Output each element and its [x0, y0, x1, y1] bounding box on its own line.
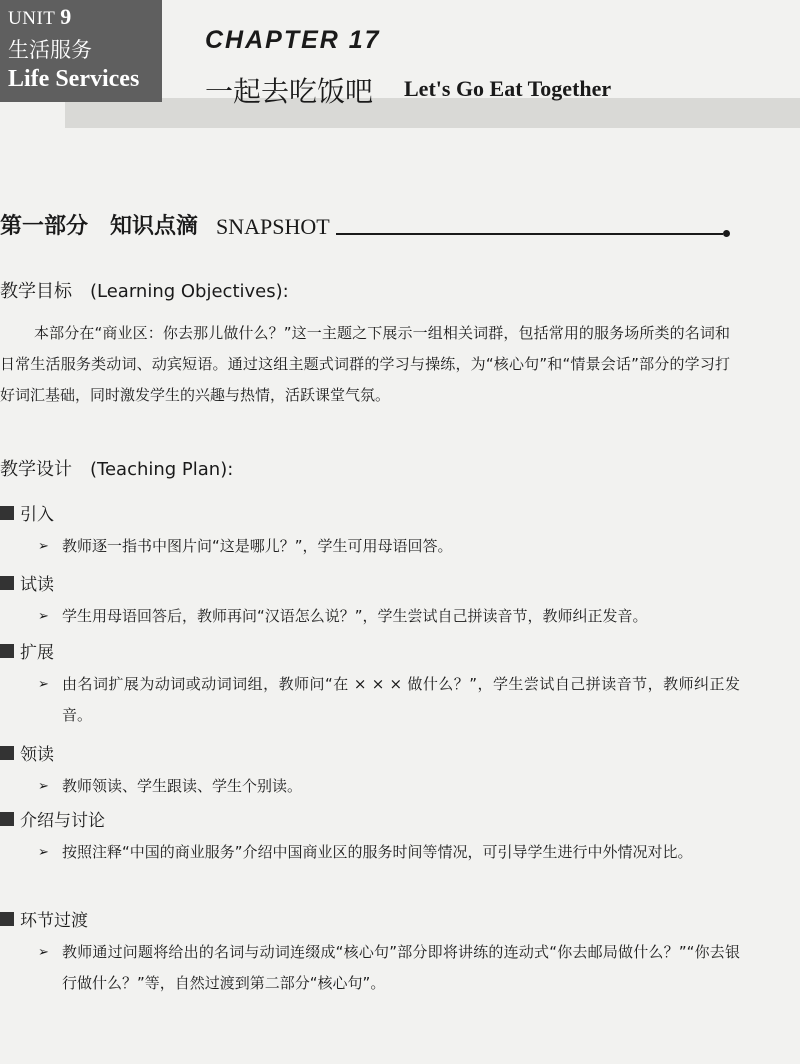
list-item — [38, 669, 740, 731]
arrowhead-bullet-icon: ➢ — [38, 845, 49, 860]
list-item-text: 由名词扩展为动词或动词词组，教师问“在 × × × 做什么？”，学生尝试自己拼读音节，教师纠正发音。 — [62, 675, 740, 724]
list-item — [38, 531, 740, 562]
list-item — [38, 937, 740, 999]
arrowhead-bullet-icon: ➢ — [38, 945, 49, 960]
section-title-text: 扩展 — [20, 643, 54, 663]
section-title-text: 试读 — [20, 575, 54, 595]
unit-title-en: Life Services — [8, 66, 140, 92]
section-title-text: 领读 — [20, 745, 54, 765]
square-bullet-icon — [0, 912, 14, 926]
snapshot-rule-dot — [723, 230, 730, 237]
objectives-heading: 教学目标 (Learning Objectives): — [0, 281, 289, 302]
arrowhead-bullet-icon: ➢ — [38, 677, 49, 692]
list-item — [38, 601, 740, 632]
chapter-title-en: Let's Go Eat Together — [404, 76, 612, 101]
plan-section-lead-read — [0, 740, 740, 802]
chapter-label: CHAPTER 17 — [205, 26, 381, 54]
plan-section-intro — [0, 500, 740, 562]
plan-section-discussion — [0, 806, 740, 868]
list-item-text: 学生用母语回答后，教师再问“汉语怎么说？”，学生尝试自己拼读音节，教师纠正发音。 — [62, 607, 648, 625]
square-bullet-icon — [0, 506, 14, 520]
square-bullet-icon — [0, 644, 14, 658]
list-item-text: 教师领读、学生跟读、学生个别读。 — [62, 777, 303, 795]
snapshot-heading — [0, 210, 730, 240]
section-title — [0, 500, 740, 525]
plan-section-expand — [0, 638, 740, 731]
list-item — [38, 837, 740, 868]
section-title — [0, 570, 740, 595]
square-bullet-icon — [0, 812, 14, 826]
teaching-plan-heading: 教学设计 (Teaching Plan): — [0, 459, 234, 480]
section-title — [0, 806, 740, 831]
snapshot-title-en: SNAPSHOT — [216, 214, 330, 239]
arrowhead-bullet-icon: ➢ — [38, 779, 49, 794]
section-title-text: 环节过渡 — [20, 911, 88, 931]
square-bullet-icon — [0, 746, 14, 760]
snapshot-title-cn: 第一部分 知识点滴 — [0, 214, 199, 239]
unit-word: UNIT — [8, 8, 56, 29]
snapshot-rule — [336, 233, 723, 235]
unit-label-box — [0, 0, 162, 102]
square-bullet-icon — [0, 576, 14, 590]
list-item-text: 按照注释“中国的商业服务”介绍中国商业区的服务时间等情况，可引导学生进行中外情况对比。 — [62, 843, 693, 861]
objectives-paragraph: 本部分在“商业区：你去那儿做什么？”这一主题之下展示一组相关词群，包括常用的服务场所类的名词和日常生活服务类动词、动宾短语。通过这组主题式词群的学习与操练，为“核心句”和“情景会话”部分的学习打好词汇基础，同时激发学生的兴趣与热情，活跃课堂气氛。 — [0, 324, 730, 404]
section-title-text: 介绍与讨论 — [20, 811, 105, 831]
unit-title-cn: 生活服务 — [8, 38, 92, 62]
section-title — [0, 740, 740, 765]
chapter-title-cn: 一起去吃饭吧 — [205, 75, 374, 108]
header-band — [65, 98, 800, 128]
arrowhead-bullet-icon: ➢ — [38, 539, 49, 554]
plan-section-trial-read — [0, 570, 740, 632]
plan-section-transition — [0, 906, 740, 999]
list-item-text: 教师通过问题将给出的名词与动词连缀成“核心句”部分即将讲练的连动式“你去邮局做什么？”“你去银行做什么？”等，自然过渡到第二部分“核心句”。 — [62, 943, 740, 992]
unit-label — [8, 4, 162, 30]
section-title — [0, 906, 740, 931]
section-title — [0, 638, 740, 663]
unit-number: 9 — [60, 4, 72, 29]
list-item-text: 教师逐一指书中图片问“这是哪儿？”，学生可用母语回答。 — [62, 537, 453, 555]
list-item — [38, 771, 740, 802]
arrowhead-bullet-icon: ➢ — [38, 609, 49, 624]
section-title-text: 引入 — [20, 505, 54, 525]
